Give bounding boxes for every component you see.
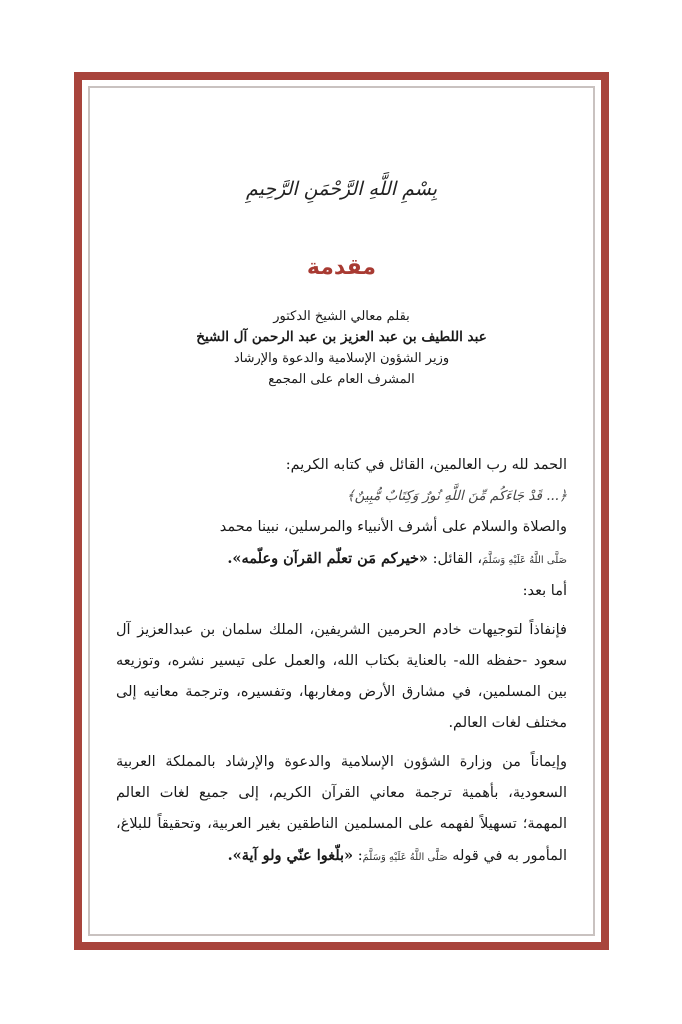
hadith-quote: «خيركم مَن تعلّم القرآن وعلّمه». [227,550,428,567]
honorific-seal: صَلَّى اللَّهُ عَلَيْهِ وَسَلَّمَ [482,555,567,566]
ministry-text: وإيماناً من وزارة الشؤون الإسلامية والدعوة والإرشاد بالمملكة العربية السعودية، بأهمية ترجمة معاني القرآن الكريم، إلى جميع لغات العالم المهمة؛ تسهيلاً لفهمه على المسلمين الناطقين بغير العربية، وتحقيقاً للبلاغ، المأمور به في قوله [116,754,567,864]
page-content [102,100,581,922]
page-title: مقدمة [306,255,377,280]
introduction-body [116,450,567,873]
author-byline [102,306,581,390]
author-role: المشرف العام على المجمع [268,372,415,387]
basmala-calligraphy: بِسْمِ اللَّهِ الرَّحْمَنِ الرَّحِيمِ [246,178,437,200]
paragraph-directive: فإنفاذاً لتوجيهات خادم الحرمين الشريفين، الملك سلمان بن عبدالعزيز آل سعود -حفظه الله- بالعناية بكتاب الله، والعمل على تيسير نشره، وتوزيعه بين المسلمين، في مشارق الأرض ومغاربها، وتفسيره، وترجمة معانيه إلى مختلف لغات العالم. [116,622,567,731]
paragraph-salutation [116,512,567,576]
paragraph-praise: الحمد لله رب العالمين، القائل في كتابه الكريم: [285,457,567,473]
byline-intro: بقلم معالي الشيخ الدكتور [273,309,410,324]
said-text: ، القائل: [428,551,482,567]
quran-verse: ﴿... قَدْ جَاءَكُم مِّنَ اللَّهِ نُورٌ وَكِتَابٌ مُّبِينٌ﴾ [346,488,567,504]
author-name: عبد اللطيف بن عبد العزيز بن عبد الرحمن آل الشيخ [196,329,487,345]
honorific-seal-2: صَلَّى اللَّهُ عَلَيْهِ وَسَلَّمَ [362,852,448,863]
page-frame [74,72,609,950]
salutation-text: والصلاة والسلام على أشرف الأنبياء والمرسلين، نبينا محمد [219,519,567,535]
paragraph-amma-baad: أما بعد: [522,583,567,599]
hadith-quote-2: «بلّغوا عنّي ولو آية». [227,847,354,864]
colon-text: : [353,848,363,864]
paragraph-ministry [116,747,567,873]
author-position: وزير الشؤون الإسلامية والدعوة والإرشاد [233,351,450,366]
